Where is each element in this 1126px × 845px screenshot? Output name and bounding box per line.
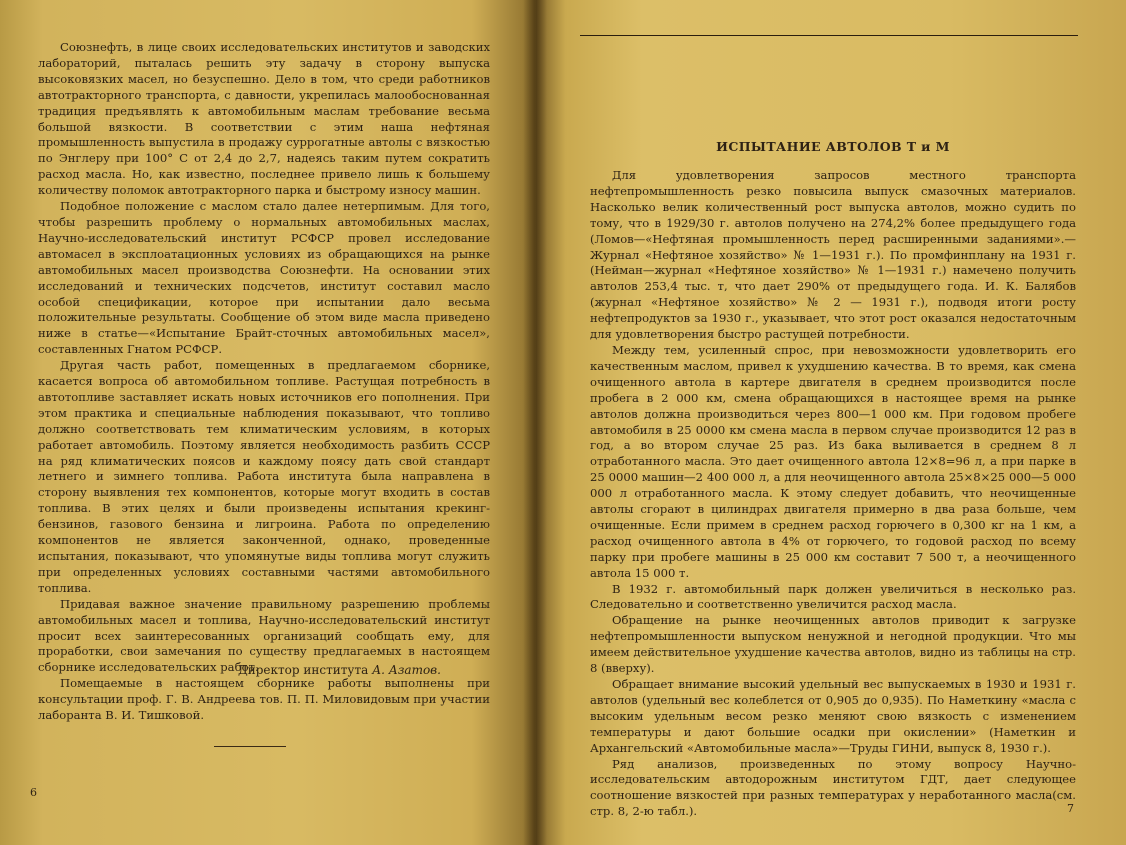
paragraph: Помещаемые в настоящем сборнике работы выполнены при консультации проф. Г. В. Андреева тов. П. П. Миловидовым при участии лаборанта В. И. Тишковой.: [38, 676, 490, 723]
article-title: ИСПЫТАНИЕ АВТОЛОВ Т и М: [716, 139, 950, 154]
paragraph: Подобное положение с маслом стало далее нетерпимым. Для того, чтобы разрешить проблему о нормальных автомобильных маслах, Научно-исследовательский институт РСФСР провел исследование автомасел в эксплоатационных условиях из обращающихся на рынке автомобильных масел производства Союзнефти. На основании этих исследований и технических подсчетов, институт составил масло особой спецификации, которое при испытании дало весьма положительные результаты. Сообщение об этом виде масла приведено ниже в статье—«Испытание Брайт-сточных автомобильных масел», составленных Гнатом РСФСР.: [38, 199, 490, 357]
paragraph: Другая часть работ, помещенных в предлагаемом сборнике, касается вопроса об автомобильном топливе. Растущая потребность в автотопливе заставляет искать новых источников его пополнения. При этом практика и специальные наблюдения показывают, что топливо должно соответствовать тем климатическим условиям, в которых работает автомобиль. Поэтому является необходимость разбить СССР на ряд климатических поясов и каждому поясу дать свой стандарт летнего и зимнего топлива. Работа института была направлена в сторону выявления тех компонентов, которые могут входить в состав топлива. В этих целях и были произведены испытания крекинг-бензинов, газового бензина и лигроина. Работа по определению компонентов не является законченной, однако, проведенные испытания, показывают, что упомянутые виды топлива могут служить при определенных условиях составными частями автомобильного топлива.: [38, 358, 490, 595]
right-page: [536, 0, 1126, 845]
right-page-text: [590, 168, 1076, 820]
end-rule: [214, 746, 286, 747]
page-number-right: 7: [1067, 802, 1074, 815]
paragraph: Между тем, усиленный спрос, при невозможности удовлетворить его качественным маслом, привел к ухудшению качества. В то время, как смена очищенного автола в картере двигателя в среднем производится после пробега в 2 000 км, смена обращающихся в настоящее время на рынке автолов должна производиться через 800—1 000 км. При годовом пробеге автомобиля в 25 0000 км смена масла в первом случае производится 12 раз в год, а во втором случае 25 раз. Из бака выливается в среднем 8 л отработанного масла. Это дает очищенного автола 12×8=96 л, а при парке в 25 0000 машин—2 400 000 л, а для неочищенного автола 25×8×25 000—5 000 000 л отработанного масла. К этому следует добавить, что неочищенные автолы сгорают в цилиндрах двигателя примерно в два раза больше, чем очищенные. Если примем в среднем расход горючего в 0,300 кг на 1 км, а расход очищенного автола в 4% от горючего, то годовой расход по всему парку при пробеге машины в 25 000 км составит 7 500 т, а неочищенного автола 15 000 т.: [590, 342, 1076, 580]
paragraph: В 1932 г. автомобильный парк должен увеличиться в несколько раз. Следовательно и соответственно увеличится расход масла.: [590, 581, 1076, 612]
left-page-text: [38, 40, 490, 724]
signature-title: Директор института: [238, 663, 369, 677]
header-rule: [580, 35, 1078, 36]
paragraph: Придавая важное значение правильному разрешению проблемы автомобильных масел и топлива, Научно-исследовательский институт просит всех заинтересованных организаций сообщать ему, для проработки, свои замечания по существу предлагаемых в настоящем сборнике исследовательских работ.: [38, 596, 490, 675]
paragraph: Обращение на рынке неочищенных автолов приводит к загрузке нефтепромышленности выпуском ненужной и негодной продукции. Что мы имеем действительное ухудшение качества автолов, видно из таблицы на стр. 8 (вверху).: [590, 613, 1076, 676]
signature-name: А. Азатов.: [372, 663, 441, 677]
page-number-left: 6: [30, 786, 37, 799]
book-gutter: [523, 0, 547, 845]
paragraph: Ряд анализов, произведенных по этому вопросу Научно-исследовательским автодорожным институтом ГДТ, дает следующее соотношение вязкостей при разных температурах у неработанного масла(см. стр. 8, 2-ю табл.).: [590, 756, 1076, 819]
paragraph: Обращает внимание высокий удельный вес выпускаемых в 1930 и 1931 г. автолов (удельный вес колеблется от 0,905 до 0,935). По Наметкину «масла с высоким удельным весом резко меняют свою вязкость с изменением температуры и дают большие осадки при окислении» (Наметкин и Архангельский «Автомобильные масла»—Труды ГИНИ, выпуск 8, 1930 г.).: [590, 677, 1076, 755]
paragraph: Для удовлетворения запросов местного транспорта нефтепромышленность резко повысила выпуск смазочных материалов. Насколько велик количественный рост выпуска автолов, можно судить по тому, что в 1929/30 г. автолов получено на 274,2% более предыдущего года (Ломов—«Нефтяная промышленность перед расширенными заданиями».—Журнал «Нефтяное хозяйство» № 1—1931 г.). По промфинплану на 1931 г. (Нейман—журнал «Нефтяное хозяйство» № 1—1931 г.) намечено получить автолов 253,4 тыс. т, что дает 290% от предыдущего года. И. К. Балябов (журнал «Нефтяное хозяйство» № 2 — 1931 г.), подводя итоги росту нефтепродуктов за 1930 г., указывает, что этот рост оказался недостаточным для удовлетворения быстро растущей потребности.: [590, 168, 1076, 342]
director-signature: [238, 663, 441, 677]
left-page: [0, 0, 536, 845]
paragraph: Союзнефть, в лице своих исследовательских институтов и заводских лабораторий, пыталась решить эту задачу в сторону выпуска высоковязких масел, но безуспешно. Дело в том, что среди работников автотракторного транспорта, с давности, укрепилась малообоснованная традиция предъявлять к автомобильным маслам требование весьма большой вязкости. В соответствии с этим наша нефтяная промышленность выпустила в продажу суррогатные автолы с вязкостью по Энглеру при 100° С от 2,4 до 2,7, надеясь таким путем сократить расход масла. Но, как известно, последнее привело лишь к большему количеству поломок автотракторного парка и быстрому износу машин.: [38, 40, 490, 198]
